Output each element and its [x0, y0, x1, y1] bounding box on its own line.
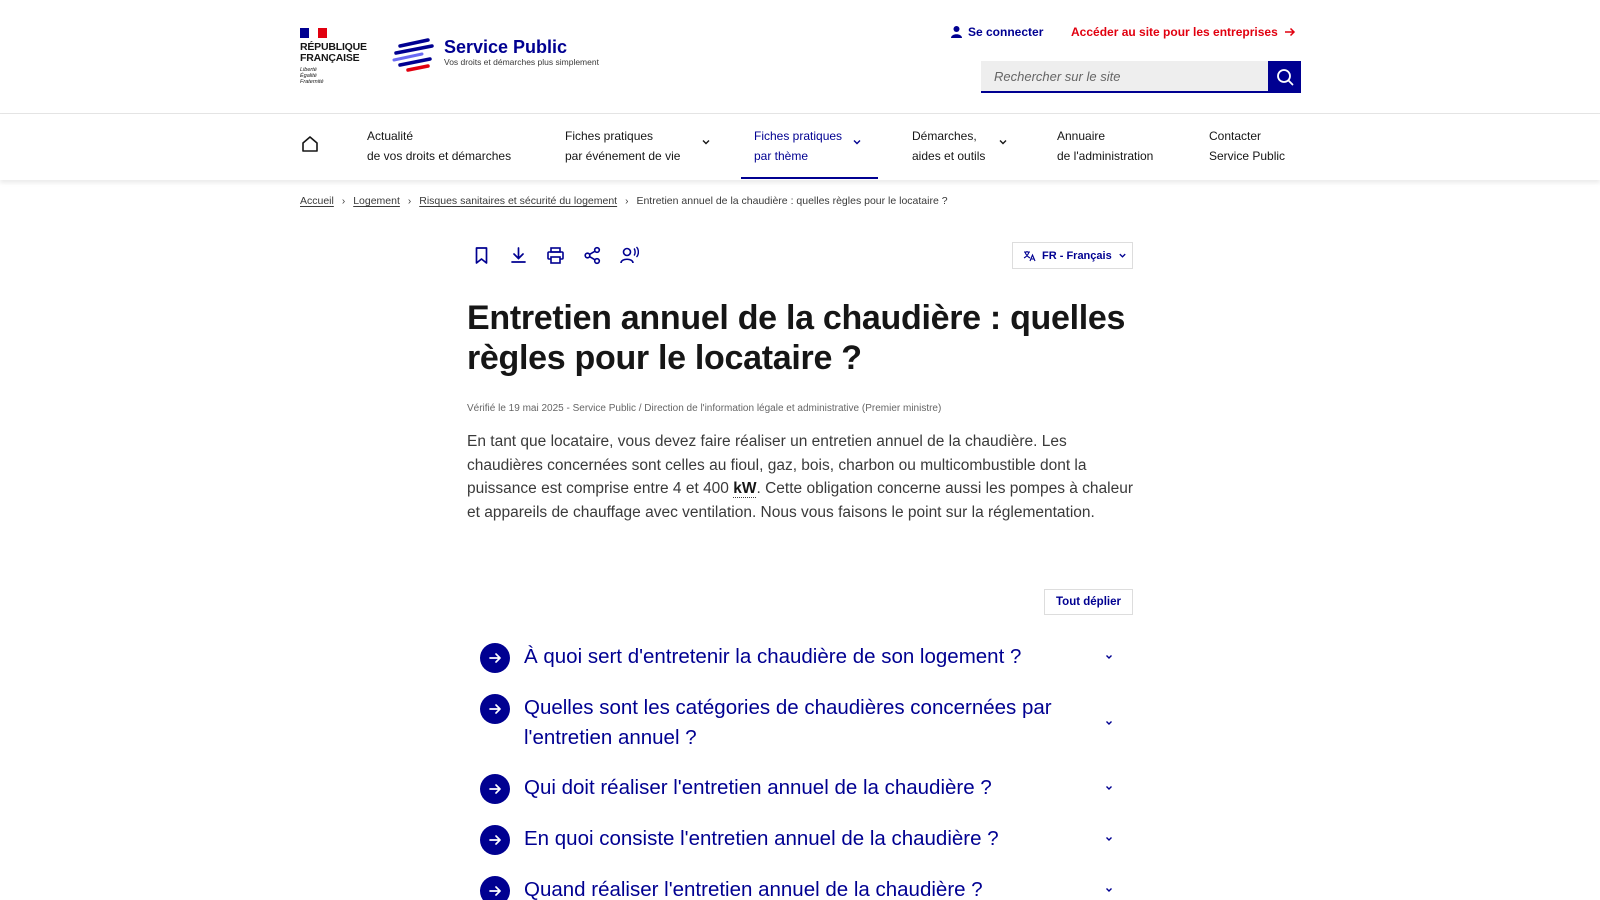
- accordion-question: Quand réaliser l'entretien annuel de la chaudière ?: [524, 878, 983, 900]
- republique-label: RÉPUBLIQUE: [300, 41, 367, 53]
- nav-item-fiches-evenement[interactable]: [565, 126, 713, 166]
- nav-item-line1: Fiches pratiques: [565, 129, 654, 143]
- chevron-down-icon: [701, 137, 711, 147]
- arrow-right-circle-icon: [480, 876, 510, 900]
- search-bar: [981, 61, 1301, 93]
- accordion-item[interactable]: [480, 642, 1120, 673]
- listen-icon[interactable]: [620, 246, 639, 265]
- active-nav-indicator: [741, 177, 878, 179]
- arrow-right-circle-icon: [480, 643, 510, 673]
- breadcrumb-chevron-icon: ›: [625, 195, 629, 207]
- business-site-link[interactable]: [1071, 25, 1296, 39]
- breadcrumb-current: Entretien annuel de la chaudière : quelles règles pour le locataire ?: [636, 195, 948, 207]
- service-public-logo-icon[interactable]: [392, 38, 438, 72]
- login-label: Se connecter: [968, 25, 1044, 39]
- chevron-down-icon: [1104, 783, 1114, 793]
- accordion-question: En quoi consiste l'entretien annuel de la chaudière ?: [524, 827, 999, 850]
- translate-icon: [1023, 250, 1036, 262]
- accordion-item[interactable]: [480, 875, 1120, 900]
- nav-item-actualite[interactable]: [367, 126, 511, 166]
- site-header: [0, 0, 1600, 114]
- arrow-right-circle-icon: [480, 774, 510, 804]
- business-link-label: Accéder au site pour les entreprises: [1071, 25, 1278, 39]
- main-navigation: [0, 114, 1600, 180]
- nav-item-demarches[interactable]: [912, 126, 1014, 166]
- nav-item-line2: par événement de vie: [565, 149, 681, 163]
- breadcrumb-link-logement[interactable]: Logement: [353, 195, 400, 207]
- chevron-down-icon: [1118, 251, 1127, 260]
- devise-egalite: Égalité: [300, 73, 317, 79]
- page-title: Entretien annuel de la chaudière : quelles règles pour le locataire ?: [467, 299, 1126, 377]
- search-button[interactable]: [1268, 61, 1301, 93]
- accordion-item[interactable]: [480, 773, 1120, 804]
- download-icon[interactable]: [509, 246, 528, 265]
- devise: [300, 67, 370, 85]
- user-icon: [951, 26, 962, 38]
- arrow-right-circle-icon: [480, 694, 510, 724]
- nav-item-line1: Actualité: [367, 129, 414, 143]
- french-flag-icon: [300, 28, 327, 38]
- login-link[interactable]: [951, 25, 1043, 39]
- chevron-down-icon: [1104, 652, 1114, 662]
- nav-item-contacter[interactable]: [1209, 126, 1285, 166]
- share-icon[interactable]: [583, 246, 602, 265]
- intro-paragraph: [467, 430, 1137, 524]
- nav-item-annuaire[interactable]: [1057, 126, 1153, 166]
- page-toolbar: [472, 246, 639, 265]
- nav-item-line2: Service Public: [1209, 149, 1286, 163]
- francaise-label: FRANÇAISE: [300, 52, 360, 64]
- site-title[interactable]: Service Public: [444, 37, 568, 57]
- intro-text-part2: . Cette obligation concerne aussi les pompes à chaleur et appareils de chauffage avec ventilation. Nous vous faisons le point sur la réglementation.: [467, 480, 1134, 521]
- verification-meta: Vérifié le 19 mai 2025 - Service Public / Direction de l'information légale et administrative (Premier ministre): [467, 403, 942, 414]
- chevron-down-icon: [852, 137, 862, 147]
- site-subtitle: Vos droits et démarches plus simplement: [444, 57, 599, 67]
- print-icon[interactable]: [546, 246, 565, 265]
- nav-item-line1: Fiches pratiques: [754, 129, 843, 143]
- accordion-question: Quelles sont les catégories de chaudières concernées par l'entretien annuel ?: [524, 696, 1052, 749]
- accordion-item[interactable]: [480, 693, 1120, 753]
- nav-item-line1: Annuaire: [1057, 129, 1106, 143]
- breadcrumb-chevron-icon: ›: [407, 195, 412, 207]
- nav-item-line2: de l'administration: [1057, 149, 1154, 163]
- republique-francaise-logo[interactable]: [300, 28, 370, 85]
- breadcrumb-link-risques[interactable]: Risques sanitaires et sécurité du logement: [419, 195, 618, 207]
- language-label: FR - Français: [1042, 249, 1112, 262]
- nav-item-line2: aides et outils: [912, 149, 986, 163]
- breadcrumb: [300, 195, 948, 207]
- breadcrumb-chevron-icon: ›: [341, 195, 346, 207]
- accordion-question: À quoi sert d'entretenir la chaudière de son logement ?: [524, 645, 1022, 668]
- devise-fraternite: Fraternité: [300, 79, 324, 85]
- breadcrumb-link-accueil[interactable]: Accueil: [300, 195, 334, 207]
- faq-accordion: [480, 642, 1120, 900]
- arrow-right-icon: [1284, 27, 1296, 37]
- nav-item-line1: Contacter: [1209, 129, 1262, 143]
- accordion-question: Qui doit réaliser l'entretien annuel de la chaudière ?: [524, 776, 992, 799]
- bookmark-icon[interactable]: [472, 246, 491, 265]
- nav-item-line1: Démarches,: [912, 129, 977, 143]
- nav-item-line2: par thème: [754, 149, 809, 163]
- chevron-down-icon: [1104, 718, 1114, 728]
- kw-abbreviation[interactable]: kW: [733, 480, 757, 497]
- expand-all-button[interactable]: Tout déplier: [1044, 589, 1133, 615]
- search-icon: [1276, 68, 1294, 86]
- accordion-item[interactable]: [480, 824, 1120, 855]
- chevron-down-icon: [1104, 834, 1114, 844]
- language-selector[interactable]: [1012, 242, 1133, 269]
- search-input[interactable]: [981, 61, 1268, 93]
- nav-item-fiches-theme[interactable]: [754, 126, 864, 166]
- nav-item-line2: de vos droits et démarches: [367, 149, 512, 163]
- devise-liberte: Liberté: [300, 67, 317, 73]
- chevron-down-icon: [1104, 885, 1114, 895]
- intro-text-part1: En tant que locataire, vous devez faire réaliser un entretien annuel de la chaudière. Les chaudières concernées sont celles au fioul, gaz, bois, charbon ou multicombustible dont la puissance est comprise entre 4 et 400: [467, 433, 1087, 497]
- chevron-down-icon: [998, 137, 1008, 147]
- home-icon[interactable]: [300, 134, 320, 154]
- arrow-right-circle-icon: [480, 825, 510, 855]
